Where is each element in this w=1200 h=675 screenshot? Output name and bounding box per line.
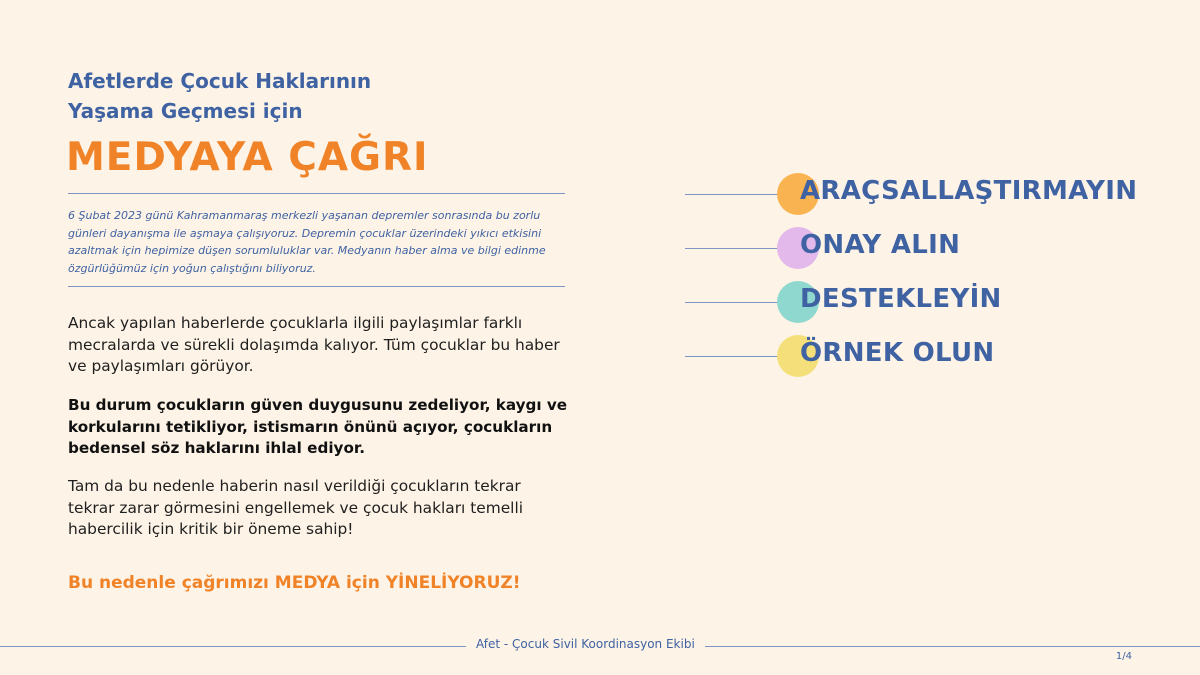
paragraph-2-bold: Bu durum çocukların güven duygusunu zedeliyor, kaygı ve korkularını tetikliyor, istismarın önünü açıyor, çocukların bedensel söz haklarını ihlal ediyor. (68, 396, 568, 457)
paragraph-3: Tam da bu nedenle haberin nasıl verildiği çocukların tekrar tekrar zarar görmesini engellemek ve çocuk hakları temelli habercilik için kritik bir öneme sahip! (68, 477, 524, 538)
subtitle-heading (68, 66, 548, 126)
subtitle-line-2: Yaşama Geçmesi için (68, 99, 303, 123)
top-divider (68, 193, 565, 194)
page-number: 1/4 (1115, 651, 1132, 662)
call-label: ONAY ALIN (800, 230, 961, 260)
call-item-ornek-olun (685, 335, 1185, 377)
connector-line (685, 302, 785, 303)
intro-text: 6 Şubat 2023 günü Kahramanmaraş merkezli yaşanan depremler sonrasında bu zorlu günleri dayanışma ile aşmaya çalışıyoruz. Depremin çocuklar üzerindeki yıkıcı etkisini azaltmak için hepimize düşen sorumluluklar var. Medyanın haber alma ve bilgi edinme özgürlüğümüz için yoğun çalıştığını biliyoruz. (68, 209, 546, 275)
subtitle-line-1: Afetlerde Çocuk Haklarının (68, 69, 372, 93)
footer-label: Afet - Çocuk Sivil Koordinasyon Ekibi (466, 637, 705, 651)
call-to-action: Bu nedenle çağrımızı MEDYA için YİNELİYORUZ! (68, 573, 521, 593)
call-label: DESTEKLEYİN (800, 284, 1002, 314)
call-item-destekleyin (685, 281, 1185, 323)
connector-line (685, 356, 785, 357)
call-label: ARAÇSALLAŞTIRMAYIN (800, 176, 1138, 206)
bottom-divider (68, 286, 565, 287)
connector-line (685, 194, 785, 195)
connector-line (685, 248, 785, 249)
page-title: MEDYAYA ÇAĞRI (66, 135, 429, 180)
call-label: ÖRNEK OLUN (800, 338, 995, 368)
call-item-onay-alin (685, 227, 1185, 269)
paragraph-1: Ancak yapılan haberlerde çocuklarla ilgili paylaşımlar farklı mecralarda ve sürekli dolaşımda kalıyor. Tüm çocuklar bu haber ve paylaşımları görüyor. (68, 314, 560, 375)
call-item-arcsallastirmayin (685, 173, 1185, 215)
